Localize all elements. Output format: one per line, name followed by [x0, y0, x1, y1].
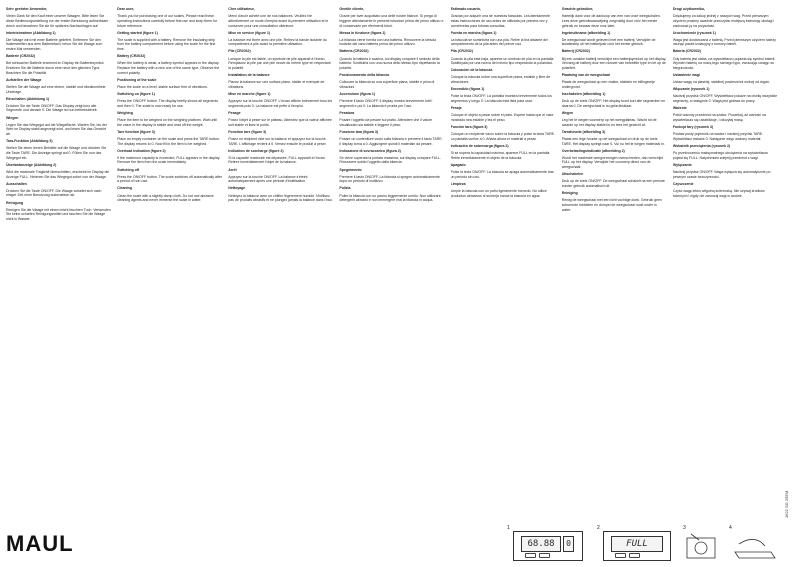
section-heading: Apagado — [450, 162, 466, 167]
section-heading: Tarrafunctie (afbeelding 3) — [561, 129, 606, 134]
paragraph: Appuyez sur la touche ON/OFF. La balance s'éteint automatiquement après une période d'inutilisation. — [228, 174, 308, 184]
paragraph: Clean the scale with a slightly damp cloth. Do not use abrasive cleaning agents and never immerse the scale in water. — [117, 193, 214, 203]
paragraph: Si se supera la capacidad máxima, aparece FULL en la pantalla. Retire inmediatamente el objeto de la báscula. — [450, 151, 551, 160]
paragraph: When the battery is weak, a battery symbol appears in the display. Replace the battery with a new one of the same type. Observe the correct polarity. — [117, 61, 220, 75]
paragraph: Dziękujemy za zakup jednej z naszych wag. Przed pierwszym użyciem prosimy uważnie przeczytać niniejszą instrukcję obsługi i zachować ją na przyszłość. — [672, 14, 775, 28]
paragraph: Placez la balance sur une surface plane, stable et exempte de vibrations. — [228, 80, 325, 89]
brand-logo: MAUL — [6, 531, 74, 556]
paragraph: Nettoyez la balance avec un chiffon légèrement humide. N'utilisez pas de produits abrasifs et ne plongez jamais la balance dans l'eau. — [228, 193, 333, 203]
section-heading: Pila (CR2032) — [450, 49, 473, 54]
paragraph: Bij een zwakke batterij verschijnt een batterijsymbool op het display. Vervang de batterij door een nieuwe van hetzelfde type en let op de polariteit. — [561, 56, 667, 70]
section-heading: Encendido (figura 1) — [450, 87, 485, 92]
paragraph: Coloque un recipiente vacío sobre la báscula y pulse la tecla TARE. La pantalla vuelve a 0. Añada ahora el material a pesar. — [450, 132, 555, 141]
paragraph: Drücken Sie die Taste ON/OFF. Die Waage schaltet sich nach einiger Zeit ohne Benutzung automatisch ab. — [6, 188, 102, 198]
section-heading: Accensione (figura 1) — [339, 91, 375, 96]
paragraph: Press the ON/OFF button. The display briefly shows all segments and then 0. The scale is now ready for use. — [117, 99, 218, 108]
figure-number: 3 — [683, 525, 686, 531]
scale-side-illustration — [731, 530, 779, 562]
paragraph: Vielen Dank für den Kauf einer unserer Waagen. Bitte lesen Sie diese Bedienungsanleitung vor der ersten Benutzung aufmerksam durch und bewahren Sie sie für späteres Nachschlagen auf. — [6, 14, 109, 28]
paragraph: Reinigen Sie die Waage mit einem leicht feuchten Tuch. Verwenden Sie keine scharfen Reinigungsmittel und tauchen Sie die Waage nicht in Wasser. — [6, 207, 111, 222]
language-column — [6, 6, 111, 526]
section-heading: Indicazione di sovraccarico (figura 2) — [339, 148, 401, 153]
paragraph: Se viene superata la portata massima, sul display compare FULL. Rimuovere subito l'oggetto dalla bilancia. — [339, 155, 442, 165]
section-heading: Aufstellen der Waage — [6, 77, 42, 82]
section-heading: Spegnimento — [339, 167, 362, 172]
paragraph: Collocare la bilancia su una superficie piana, stabile e priva di vibrazioni. — [339, 80, 435, 89]
section-heading: Einschalten (Abbildung 1) — [6, 96, 50, 101]
section-heading: Cleaning — [117, 186, 132, 191]
section-heading: Mise en marche (figure 1) — [228, 91, 271, 96]
section-heading: Pesage — [228, 110, 241, 115]
section-heading: Función tara (figura 3) — [450, 125, 488, 130]
section-heading: Batterij (CR2032) — [561, 49, 590, 54]
section-heading: Funzione tara (figura 3) — [339, 129, 378, 134]
figure-number: 2 — [597, 525, 600, 531]
paragraph: La bilancia viene fornita con una batteria. Rimuovere la striscia isolante dal vano batteria prima del primo utilizzo. — [339, 37, 437, 47]
language-column — [673, 6, 778, 526]
section-heading: Overload indication (figure 2) — [117, 148, 166, 153]
section-heading: Pile (CR2032) — [228, 49, 251, 54]
paragraph: Lorsque la pile est faible, un symbole de pile apparaît à l'écran. Remplacez la pile par une pile neuve du même type en respectant la polarité. — [228, 56, 331, 70]
section-heading: Colocación de la báscula — [450, 68, 493, 73]
section-heading: Indication de surcharge (figure 2) — [228, 148, 284, 153]
paragraph: Legen Sie das Wiegegut auf die Wiegefläche. Warten Sie, bis der Wert im Display stabil angezeigt wird, und lesen Sie das Gewicht ab. — [6, 122, 107, 137]
battery-compartment-illustration — [685, 530, 721, 562]
section-heading: Plaatsing van de weegschaal — [561, 73, 610, 78]
paragraph: Wird die maximale Tragkraft überschritten, erscheint im Display die Anzeige FULL. Nehmen Sie das Wiegegut sofort von der Waage. — [6, 169, 110, 179]
paragraph: Po przekroczeniu maksymalnego obciążenia na wyświetlaczu pojawi się FULL. Natychmiast zdejmij przedmiot z wagi. — [672, 151, 769, 160]
paragraph: Czyść wagę lekko wilgotną ściereczką. Nie używaj środków ściernych i nigdy nie zanurzaj wagi w wodzie. — [672, 188, 765, 198]
paragraph: Wordt het maximale weegvermogen overschreden, dan verschijnt FULL op het display. Verwijder het voorwerp direct van de weegschaal. — [561, 155, 664, 170]
section-heading: Inbetriebnahme (Abbildung 1) — [6, 30, 56, 35]
section-heading: Wyłączanie — [672, 162, 692, 167]
section-heading: Getting started (figure 1) — [117, 30, 158, 35]
document-code: 1622 SG 25EM — [784, 490, 789, 518]
section-heading: Limpieza — [450, 181, 466, 186]
paragraph: Postaw pusty pojemnik na wadze i naciśnij przycisk TARE. Wyświetlacz wskaże 0. Następnie wsyp ważony materiał. — [672, 132, 764, 141]
paragraph: Pulse la tecla ON/OFF. La pantalla muestra brevemente todos los segmentos y luego 0. La báscula está lista para usar. — [450, 94, 552, 104]
section-heading: Batterie (CR2032) — [6, 54, 36, 59]
section-heading: Ważenie — [672, 106, 687, 111]
paragraph: Place an empty container on the scale and press the TARE button. The display returns to 0. Now fill in the item to be weighed. — [117, 136, 220, 146]
paragraph: De weegschaal wordt geleverd met een batterij. Verwijder de isolatiestrip uit het batterijvak vóór het eerste gebruik. — [561, 37, 656, 47]
figure-number: 1 — [507, 525, 510, 531]
section-heading: Drogi użytkowniku, — [672, 7, 705, 11]
section-heading: Włączanie (rysunek 1) — [672, 87, 710, 92]
paragraph: Pulire la bilancia con un panno leggermente umido. Non utilizzare detergenti abrasivi e non immergere mai la bilancia in acqua. — [339, 193, 441, 203]
section-heading: Installation de la balance — [228, 73, 270, 78]
section-heading: Battery (CR2032) — [117, 54, 146, 59]
paragraph: Stellen Sie einen leeren Behälter auf die Waage und drücken Sie die Taste TARE. Die Anzeige springt auf 0. Füllen Sie nun das Wiegegut ein. — [6, 146, 107, 160]
section-heading: Nettoyage — [228, 186, 246, 191]
display-value: FULL — [626, 539, 648, 549]
paragraph: Grazie per aver acquistato una delle nostre bilance. Si prega di leggere attentamente le presenti istruzioni prima del primo utilizzo e di conservarle per riferimenti futuri. — [339, 14, 444, 28]
figure-2 — [595, 526, 673, 562]
section-heading: Ingebruikname (afbeelding 1) — [561, 30, 611, 35]
paragraph: Die Waage wird mit einer Batterie geliefert. Entfernen Sie den Isolierstreifen aus dem Batteriefach, bevor Sie die Waage zum ersten Mal verwenden. — [6, 37, 103, 52]
paragraph: Posare un contenitore vuoto sulla bilancia e premere il tasto TARE. Il display torna a 0. Aggiungere quindi il materiale da pesare. — [339, 136, 443, 146]
paragraph: Posare l'oggetto da pesare sul piatto. Attendere che il valore visualizzato sia stabile e leggere il peso. — [339, 117, 433, 127]
section-heading: Dear user, — [117, 7, 135, 11]
paragraph: Gracias por adquirir una de nuestras básculas. Lea atentamente estas instrucciones de uso antes de utilizarla por primera vez y consérvelas para futuras consultas. — [450, 14, 550, 28]
section-heading: Cher utilisateur, — [228, 7, 255, 11]
figures-strip — [505, 526, 779, 564]
scale-button — [539, 553, 550, 558]
section-heading: Tare function (figure 3) — [117, 129, 155, 134]
section-heading: Sehr geehrter Anwender, — [6, 7, 48, 11]
figure-4 — [727, 526, 779, 562]
paragraph: Naciśnij przycisk ON/OFF. Wyświetlacz pokaże na chwilę wszystkie segmenty, a następnie 0. Waga jest gotowa do pracy. — [672, 94, 778, 104]
paragraph: Druk op de toets ON/OFF. De weegschaal schakelt na een periode zonder gebruik automatisch uit. — [561, 179, 665, 189]
paragraph: Limpie la báscula con un paño ligeramente húmedo. No utilice productos abrasivos ni sumerja nunca la báscula en agua. — [450, 188, 547, 198]
paragraph: Premere il tasto ON/OFF. Il display mostra brevemente tutti i segmenti e poi 0. La bilancia è pronta per l'uso. — [339, 99, 433, 108]
section-heading: Wiegen — [6, 115, 19, 120]
section-heading: Weighing — [117, 110, 133, 115]
paragraph: Plaats de weegschaal op een vlakke, stabiele en trillingsvrije ondergrond. — [561, 80, 655, 89]
section-heading: Bateria (CR2032) — [672, 49, 701, 54]
paragraph: Posez un récipient vide sur la balance et appuyez sur la touche TARE. L'affichage revient à 0. Versez ensuite le produit à peser. — [228, 136, 327, 146]
section-heading: Ausschalten — [6, 181, 27, 186]
paragraph: Reinig de weegschaal met een licht vochtige doek. Gebruik geen schurende middelen en dompel de weegschaal nooit onder in water. — [561, 198, 662, 212]
paragraph: La báscula se suministra con una pila. Retire la tira aislante del compartimento de la pila antes del primer uso. — [450, 37, 548, 47]
section-heading: Pesaje — [450, 106, 462, 111]
paragraph: Quando la batteria è scarica, sul display compare il simbolo della batteria. Sostituirla con una nuova dello stesso tipo rispettando la polarità. — [339, 56, 440, 70]
paragraph: Press the ON/OFF button. The scale switches off automatically after a period of non-use. — [117, 174, 222, 184]
scale-button — [525, 553, 536, 558]
section-heading: Overbelastingsindicatie (afbeelding 2) — [561, 148, 625, 153]
paragraph: Coloque el objeto a pesar sobre el plato. Espere hasta que el valor mostrado sea estable y lea el peso. — [450, 113, 554, 122]
section-heading: Positioning of the scale — [117, 77, 157, 82]
section-heading: Geachte gebruiker, — [561, 7, 594, 11]
section-heading: Funkcja tary (rysunek 3) — [672, 125, 713, 130]
section-heading: Puesta en marcha (figura 1) — [450, 30, 497, 35]
paragraph: Leg het te wegen voorwerp op het weegplateau. Wacht tot de waarde op het display stabiel is en lees het gewicht af. — [561, 117, 657, 127]
paragraph: Coloque la báscula sobre una superficie plana, estable y libre de vibraciones. — [450, 75, 551, 85]
lcd-display — [521, 536, 561, 552]
paragraph: Posez l'objet à peser sur le plateau. Attendez que la valeur affichée soit stable et lisez le poids. — [228, 117, 332, 127]
scale-button — [629, 553, 640, 558]
section-heading: Überlastanzeige (Abbildung 2) — [6, 162, 57, 167]
section-heading: Indicación de sobrecarga (figura 2) — [450, 143, 509, 148]
paragraph: Waga jest dostarczana z baterią. Przed pierwszym użyciem należy usunąć pasek izolacyjny z komory baterii. — [672, 37, 776, 47]
section-heading: Ustawienie wagi — [672, 73, 700, 78]
language-column — [339, 6, 444, 526]
section-heading: Fonction tare (figure 3) — [228, 129, 267, 134]
paragraph: Premere il tasto ON/OFF. La bilancia si spegne automaticamente dopo un periodo di inutilizzo. — [339, 174, 440, 184]
section-heading: Switching off — [117, 167, 140, 172]
paragraph: Drücken Sie die Taste ON/OFF. Das Display zeigt kurz alle Segmente und danach 0. Die Waage ist nun betriebsbereit. — [6, 103, 98, 113]
paragraph: Appuyez sur la touche ON/OFF. L'écran affiche brièvement tous les segments puis 0. La balance est prête à l'emploi. — [228, 99, 333, 108]
paragraph: Hartelijk dank voor de aankoop van een van onze weegschalen. Lees deze gebruiksaanwijzing zorgvuldig door vóór het eerste gebruik en bewaar deze voor later. — [561, 14, 661, 28]
paragraph: Naciśnij przycisk ON/OFF. Waga wyłącza się automatycznie po pewnym czasie bezczynności. — [672, 169, 771, 179]
paragraph: Pulse la tecla ON/OFF. La báscula se apaga automáticamente tras un periodo sin uso. — [450, 169, 554, 179]
section-heading: Pesatura — [339, 110, 355, 115]
language-column — [117, 6, 222, 526]
section-heading: Mise en service (figure 1) — [228, 30, 270, 35]
paragraph: If the maximum capacity is exceeded, FULL appears in the display. Remove the item from the scale immediately. — [117, 155, 221, 165]
display-digit: 0 — [566, 539, 571, 548]
text-columns — [6, 6, 778, 526]
paragraph: Cuando la pila está baja, aparece un símbolo de pila en la pantalla. Sustitúyala por una nueva del mismo tipo respetando la polaridad. — [450, 56, 555, 66]
paragraph: Druk op de toets ON/OFF. Het display toont kort alle segmenten en daarna 0. De weegschaal is nu gebruiksklaar. — [561, 99, 666, 108]
paragraph: Si la capacité maximale est dépassée, FULL apparaît à l'écran. Retirez immédiatement l'objet de la balance. — [228, 155, 326, 165]
section-heading: Wskaźnik przeciążenia (rysunek 2) — [672, 143, 731, 148]
section-heading: Uruchomienie (rysunek 1) — [672, 30, 716, 35]
section-heading: Gentile cliente, — [339, 7, 365, 11]
section-heading: Czyszczenie — [672, 181, 694, 186]
section-heading: Reinigung — [6, 200, 24, 205]
section-heading: Posizionamento della bilancia — [339, 73, 390, 78]
paragraph: The scale is supplied with a battery. Remove the insulating strip from the battery compartment before using the scale for the first time. — [117, 37, 216, 52]
section-heading: Inschakelen (afbeelding 1) — [561, 91, 606, 96]
paragraph: Plaats een lege houder op de weegschaal en druk op de toets TARE. Het display springt naar 0. Vul nu het te wegen materiaal in. — [561, 136, 665, 146]
section-heading: Pulizia — [339, 186, 351, 191]
display-value: 68.88 — [527, 539, 555, 549]
paragraph: Połóż ważony przedmiot na szalce. Poczekaj, aż wartość na wyświetlaczu się ustabilizuje, i odczytaj masę. — [672, 113, 766, 122]
paragraph: La balance est livrée avec une pile. Retirez la bande isolante du compartiment à pile avant la première utilisation. — [228, 37, 327, 47]
section-heading: Wegen — [561, 110, 574, 115]
figure-1 — [505, 526, 587, 562]
paragraph: Bei schwacher Batterie erscheint im Display ein Batteriesymbol. Ersetzen Sie die Batterie durch eine neue des gleichen Typs. Beachten Sie die Polarität. — [6, 61, 105, 75]
small-display — [563, 536, 574, 552]
paragraph: Stellen Sie die Waage auf eine ebene, stabile und vibrationsfreie Unterlage. — [6, 84, 106, 94]
scale-button — [615, 553, 626, 558]
paragraph: Place the item to be weighed on the weighing platform. Wait until the value in the display is stable and read off the weight. — [117, 117, 217, 127]
paragraph: Merci d'avoir acheté une de nos balances. Veuillez lire attentivement ce mode d'emploi avant la première utilisation et le conserver pour une consultation ultérieure. — [228, 14, 329, 28]
paragraph: Place the scale on a level, stable surface free of vibrations. — [117, 84, 208, 89]
section-heading: Switching on (figure 1) — [117, 91, 155, 96]
paragraph: Gdy bateria jest słaba, na wyświetlaczu pojawia się symbol baterii. Wymień baterię na nową tego samego typu, zwracając uwagę na biegunowość. — [672, 56, 776, 70]
figure-number: 4 — [729, 525, 732, 531]
figure-3 — [681, 526, 721, 562]
section-heading: Reiniging — [561, 191, 578, 196]
paragraph: Thank you for purchasing one of our scales. Please read these operating instructions carefully before first use and keep them for future reference. — [117, 14, 218, 28]
section-heading: Estimado usuario, — [450, 7, 481, 11]
section-heading: Uitschakelen — [561, 172, 584, 177]
lcd-display — [611, 536, 663, 552]
paragraph: Ustaw wagę na płaskiej, stabilnej powierzchni wolnej od drgań. — [672, 80, 770, 85]
section-heading: Batteria (CR2032) — [339, 49, 369, 54]
section-heading: Tara-Funktion (Abbildung 3) — [6, 139, 53, 144]
language-column — [562, 6, 667, 526]
section-heading: Arrêt — [228, 167, 237, 172]
section-heading: Messa in funzione (figura 1) — [339, 30, 386, 35]
language-column — [451, 6, 556, 526]
language-column — [228, 6, 333, 526]
